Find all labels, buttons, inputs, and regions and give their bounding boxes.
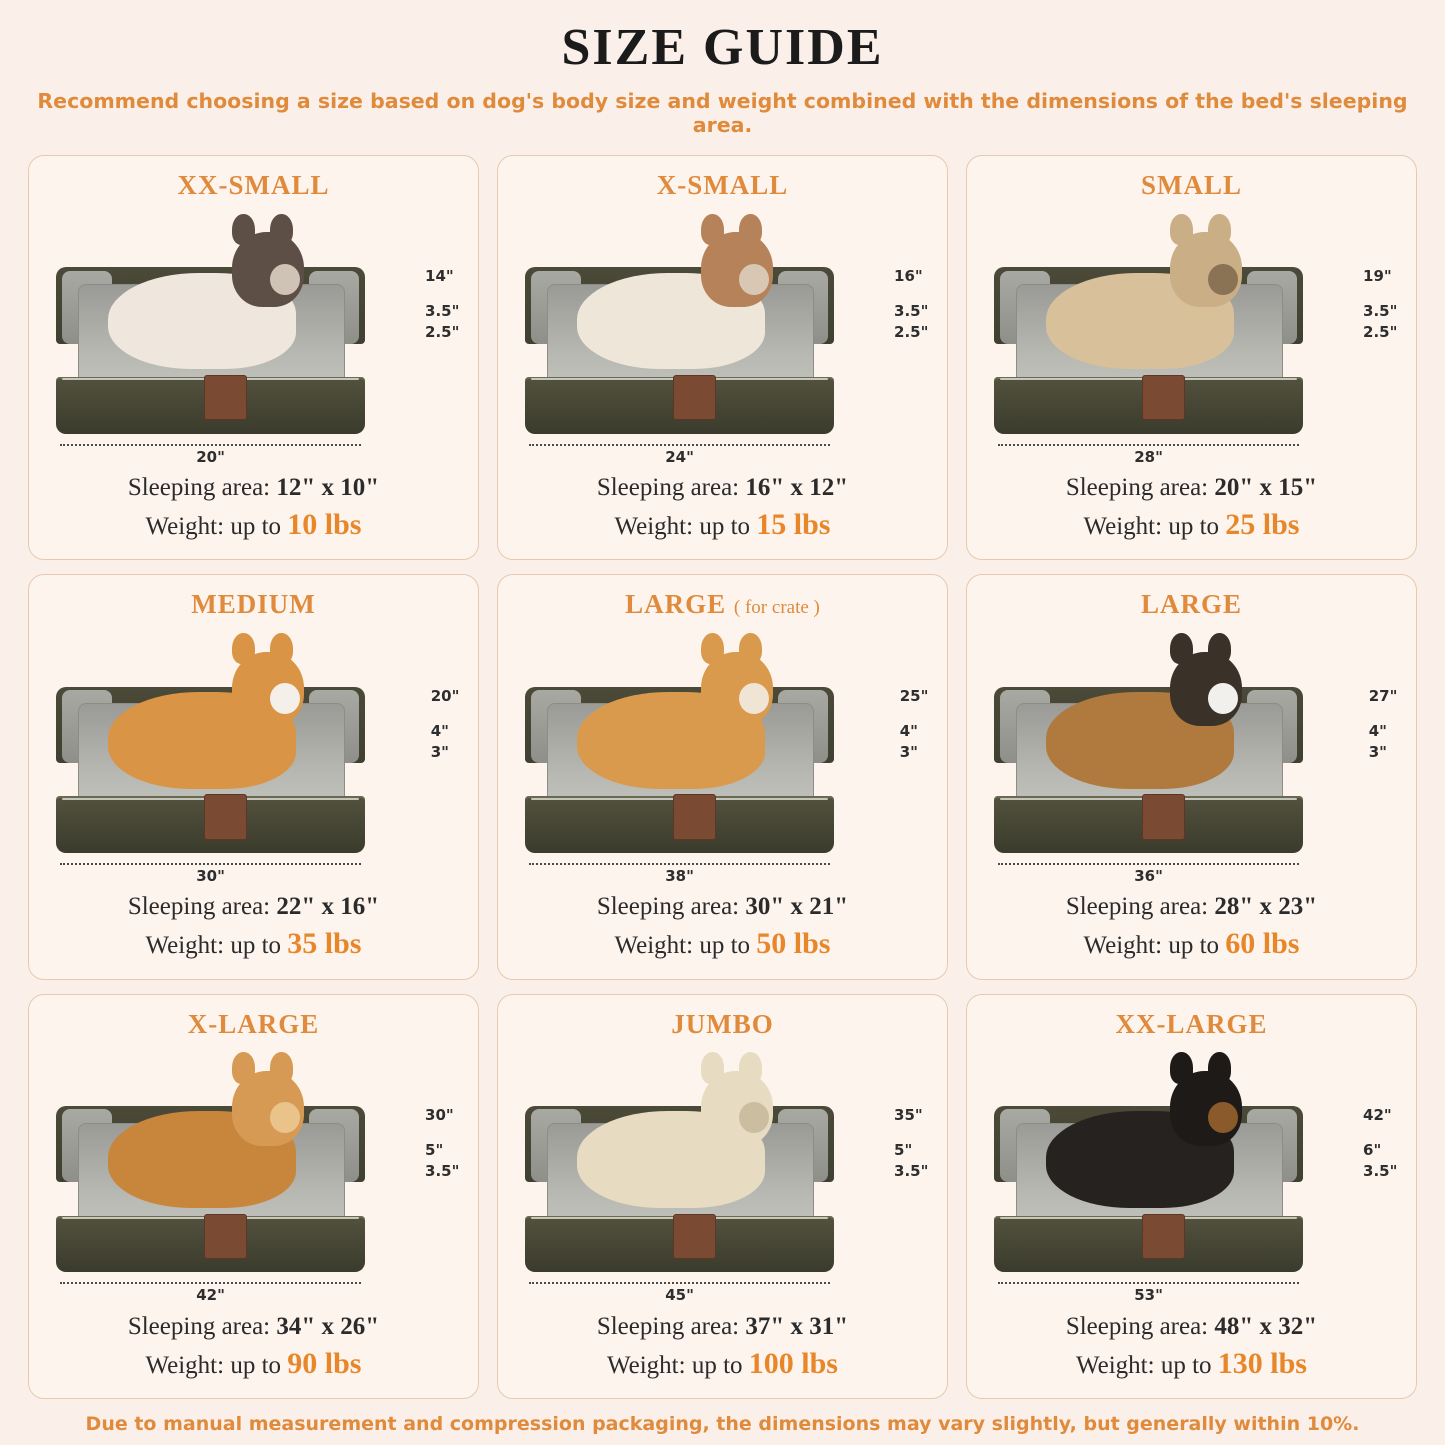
- base-height-value: 3.5": [1363, 1161, 1398, 1180]
- weight-line: [977, 505, 1406, 546]
- bed-depth-annotations: [900, 687, 929, 761]
- bed-width-value: 45": [529, 1282, 829, 1304]
- sleeping-area-line: [39, 1310, 468, 1344]
- weight-line: [39, 924, 468, 965]
- weight-label: Weight:: [145, 1351, 225, 1379]
- size-name: MEDIUM: [191, 589, 316, 620]
- animal-ear-left: [1170, 1052, 1193, 1083]
- sleeping-area-value: 16" x 12": [745, 474, 849, 502]
- brand-tag: [673, 375, 715, 420]
- weight-upto-label: up to: [699, 512, 751, 540]
- animal-snout: [270, 264, 300, 295]
- bolster-height-value: 3.5": [1363, 302, 1398, 321]
- size-card-info: [508, 1310, 937, 1388]
- brand-tag: [673, 794, 715, 839]
- weight-value: 10 lbs: [287, 507, 362, 541]
- footer-note: Due to manual measurement and compression packaging, the dimensions may vary slightly, but generally within 10%.: [85, 1413, 1360, 1435]
- size-card-title: [625, 589, 820, 620]
- size-card-info: [977, 471, 1406, 549]
- size-card-grid: [28, 155, 1417, 1399]
- sleeping-area-value: 34" x 26": [276, 1312, 380, 1340]
- size-card-small-2[interactable]: [966, 155, 1417, 560]
- weight-value: 35 lbs: [287, 927, 362, 961]
- base-height-value: 2.5": [1363, 323, 1398, 342]
- bed-figure: [977, 1042, 1406, 1310]
- weight-line: [39, 505, 468, 546]
- bolster-height-value: 5": [425, 1140, 444, 1159]
- bed-figure: [508, 203, 937, 471]
- bed-figure: [977, 622, 1406, 890]
- size-card-medium-3[interactable]: [28, 574, 479, 979]
- size-card-info: [977, 890, 1406, 968]
- weight-label: Weight:: [1083, 512, 1163, 540]
- sleeping-area-value: 28" x 23": [1214, 893, 1318, 921]
- bed-figure: [508, 1042, 937, 1310]
- size-card-title: [1141, 589, 1242, 620]
- bolster-height-value: 4": [899, 721, 918, 740]
- weight-label: Weight:: [145, 932, 225, 960]
- animal-snout: [739, 264, 769, 295]
- size-card-x-small-1[interactable]: [497, 155, 948, 560]
- page-title: SIZE GUIDE: [561, 19, 884, 76]
- sleeping-area-line: [508, 471, 937, 505]
- size-card-title: [1115, 1009, 1267, 1040]
- bolster-height-value: 3.5": [894, 302, 929, 321]
- weight-value: 130 lbs: [1217, 1346, 1307, 1380]
- animal-ear-left: [701, 633, 724, 664]
- bed-width-value: 24": [529, 444, 829, 466]
- bed-depth-value: 35": [894, 1105, 923, 1124]
- weight-line: [977, 1344, 1406, 1385]
- bed-width-value: 36": [998, 863, 1298, 885]
- shiba-inu-illustration: [577, 633, 766, 788]
- animal-ear-right: [270, 214, 293, 245]
- bed-depth-annotations: [431, 687, 460, 761]
- brand-tag: [204, 375, 246, 420]
- base-height-value: 3": [1368, 742, 1387, 761]
- weight-upto-label: up to: [230, 512, 282, 540]
- sleeping-area-line: [977, 1310, 1406, 1344]
- sleeping-area-value: 20" x 15": [1214, 474, 1318, 502]
- animal-ear-right: [1208, 633, 1231, 664]
- size-card-large-5[interactable]: [966, 574, 1417, 979]
- sleeping-area-label: Sleeping area:: [596, 1312, 740, 1340]
- bed-depth-value: 14": [425, 267, 454, 286]
- sleeping-area-line: [39, 890, 468, 924]
- base-height-value: 2.5": [894, 323, 929, 342]
- bed-figure: [39, 203, 468, 471]
- bed-depth-annotations: [1363, 267, 1397, 341]
- animal-ear-right: [1208, 1052, 1231, 1083]
- sleeping-area-label: Sleeping area:: [596, 893, 740, 921]
- weight-upto-label: up to: [1160, 1351, 1212, 1379]
- weight-upto-label: up to: [1168, 932, 1220, 960]
- bed-depth-annotations: [425, 267, 459, 341]
- base-height-value: 3": [899, 742, 918, 761]
- bed-depth-value: 42": [1363, 1105, 1392, 1124]
- weight-label: Weight:: [614, 512, 694, 540]
- size-card-xx-large-8[interactable]: [966, 994, 1417, 1399]
- bed-figure: [508, 622, 937, 890]
- size-card-title: [191, 589, 315, 620]
- bed-width-value: 28": [998, 444, 1298, 466]
- bolster-height-value: 5": [894, 1140, 913, 1159]
- animal-ear-right: [1208, 214, 1231, 245]
- shih-tzu-illustration: [577, 214, 766, 369]
- bed-depth-annotations: [425, 1106, 459, 1180]
- sleeping-area-value: 37" x 31": [745, 1312, 849, 1340]
- bed-depth-annotations: [1363, 1106, 1397, 1180]
- size-card-large-4[interactable]: [497, 574, 948, 979]
- animal-ear-left: [232, 1052, 255, 1083]
- page-subtitle: Recommend choosing a size based on dog's body size and weight combined with the dimensions of the bed's sleeping area.: [37, 89, 1408, 137]
- size-name: X-SMALL: [656, 170, 789, 200]
- bed-depth-value: 27": [1368, 686, 1398, 705]
- french-bulldog-illustration: [1046, 214, 1235, 369]
- animal-ear-left: [232, 633, 255, 664]
- bed-width-value: 20": [60, 444, 360, 466]
- sleeping-area-value: 12" x 10": [276, 474, 380, 502]
- brand-tag: [1142, 794, 1184, 839]
- size-name: LARGE: [625, 589, 727, 620]
- bed-width-value: 30": [60, 863, 360, 885]
- bolster-height-value: 4": [430, 721, 449, 740]
- size-card-title: [1141, 170, 1242, 201]
- sleeping-area-value: 30" x 21": [745, 893, 849, 921]
- sleeping-area-label: Sleeping area:: [596, 474, 740, 502]
- bed-depth-value: 30": [425, 1105, 454, 1124]
- animal-ear-right: [739, 214, 762, 245]
- corgi-illustration: [108, 633, 297, 788]
- size-name: JUMBO: [671, 1008, 774, 1039]
- brand-tag: [204, 1214, 246, 1259]
- animal-snout: [739, 683, 769, 714]
- animal-ear-left: [232, 214, 255, 245]
- animal-ear-right: [739, 633, 762, 664]
- size-note: ( for crate ): [733, 597, 820, 619]
- size-card-info: [508, 471, 937, 549]
- sleeping-area-label: Sleeping area:: [1065, 1312, 1209, 1340]
- size-card-title: [188, 1009, 320, 1040]
- size-card-info: [39, 890, 468, 968]
- sleeping-area-label: Sleeping area:: [127, 893, 271, 921]
- base-height-value: 3.5": [894, 1161, 929, 1180]
- sleeping-area-label: Sleeping area:: [127, 1312, 271, 1340]
- brand-tag: [1142, 375, 1184, 420]
- weight-line: [508, 1344, 937, 1385]
- size-card-x-large-6[interactable]: [28, 994, 479, 1399]
- weight-value: 25 lbs: [1225, 507, 1300, 541]
- sleeping-area-line: [39, 471, 468, 505]
- animal-ear-left: [1170, 633, 1193, 664]
- animal-snout: [1208, 683, 1238, 714]
- animal-ear-right: [270, 633, 293, 664]
- bed-figure: [39, 622, 468, 890]
- bed-width-value: 38": [529, 863, 829, 885]
- size-card-title: [177, 170, 329, 201]
- size-card-title: [657, 170, 789, 201]
- brand-tag: [204, 794, 246, 839]
- animal-ear-left: [701, 214, 724, 245]
- animal-ear-left: [701, 1052, 724, 1083]
- brand-tag: [1142, 1214, 1184, 1259]
- weight-line: [977, 924, 1406, 965]
- weight-line: [39, 1344, 468, 1385]
- animal-ear-left: [1170, 214, 1193, 245]
- size-card-jumbo-7[interactable]: [497, 994, 948, 1399]
- weight-label: Weight:: [1083, 932, 1163, 960]
- rottweiler-illustration: [1046, 1052, 1235, 1207]
- sleeping-area-line: [508, 1310, 937, 1344]
- sleeping-area-label: Sleeping area:: [127, 474, 271, 502]
- size-card-info: [39, 1310, 468, 1388]
- size-card-info: [508, 890, 937, 968]
- weight-label: Weight:: [607, 1351, 686, 1379]
- sleeping-area-value: 22" x 16": [276, 893, 380, 921]
- cat-illustration: [108, 214, 297, 369]
- animal-snout: [270, 683, 300, 714]
- size-card-info: [977, 1310, 1406, 1388]
- weight-line: [508, 505, 937, 546]
- weight-label: Weight:: [145, 512, 225, 540]
- size-card-xx-small-0[interactable]: [28, 155, 479, 560]
- weight-upto-label: up to: [699, 932, 751, 960]
- animal-ear-right: [739, 1052, 762, 1083]
- size-name: XX-LARGE: [1115, 1008, 1268, 1039]
- bed-figure: [39, 1042, 468, 1310]
- weight-value: 90 lbs: [287, 1346, 362, 1380]
- weight-value: 50 lbs: [756, 927, 831, 961]
- sleeping-area-label: Sleeping area:: [1065, 474, 1209, 502]
- size-name: SMALL: [1140, 170, 1243, 200]
- size-card-info: [39, 471, 468, 549]
- weight-value: 60 lbs: [1225, 927, 1300, 961]
- bed-width-value: 53": [998, 1282, 1298, 1304]
- labrador-illustration: [577, 1052, 766, 1207]
- base-height-value: 3.5": [425, 1161, 460, 1180]
- sleeping-area-value: 48" x 32": [1214, 1312, 1318, 1340]
- weight-upto-label: up to: [230, 1351, 282, 1379]
- bolster-height-value: 3.5": [425, 302, 460, 321]
- animal-ear-right: [270, 1052, 293, 1083]
- weight-upto-label: up to: [230, 932, 282, 960]
- weight-upto-label: up to: [691, 1351, 743, 1379]
- weight-value: 15 lbs: [756, 507, 831, 541]
- weight-label: Weight:: [614, 932, 694, 960]
- size-name: X-LARGE: [187, 1008, 320, 1039]
- bed-depth-value: 25": [899, 686, 929, 705]
- bed-width-value: 42": [60, 1282, 360, 1304]
- golden-retriever-illustration: [108, 1052, 297, 1207]
- border-collie-illustration: [1046, 633, 1235, 788]
- bed-figure: [977, 203, 1406, 471]
- base-height-value: 2.5": [425, 323, 460, 342]
- size-card-title: [671, 1009, 774, 1040]
- base-height-value: 3": [430, 742, 449, 761]
- bed-depth-annotations: [1369, 687, 1398, 761]
- sleeping-area-line: [977, 890, 1406, 924]
- bolster-height-value: 4": [1368, 721, 1387, 740]
- bolster-height-value: 6": [1363, 1140, 1382, 1159]
- animal-snout: [1208, 264, 1238, 295]
- size-name: XX-SMALL: [177, 170, 330, 200]
- weight-upto-label: up to: [1168, 512, 1220, 540]
- weight-value: 100 lbs: [748, 1346, 838, 1380]
- weight-line: [508, 924, 937, 965]
- bed-depth-value: 16": [894, 267, 923, 286]
- size-name: LARGE: [1140, 589, 1243, 620]
- bed-depth-annotations: [894, 1106, 928, 1180]
- weight-label: Weight:: [1076, 1351, 1155, 1379]
- bed-depth-value: 19": [1363, 267, 1392, 286]
- sleeping-area-line: [508, 890, 937, 924]
- bed-depth-value: 20": [430, 686, 460, 705]
- sleeping-area-line: [977, 471, 1406, 505]
- brand-tag: [673, 1214, 715, 1259]
- sleeping-area-label: Sleeping area:: [1065, 893, 1209, 921]
- bed-depth-annotations: [894, 267, 928, 341]
